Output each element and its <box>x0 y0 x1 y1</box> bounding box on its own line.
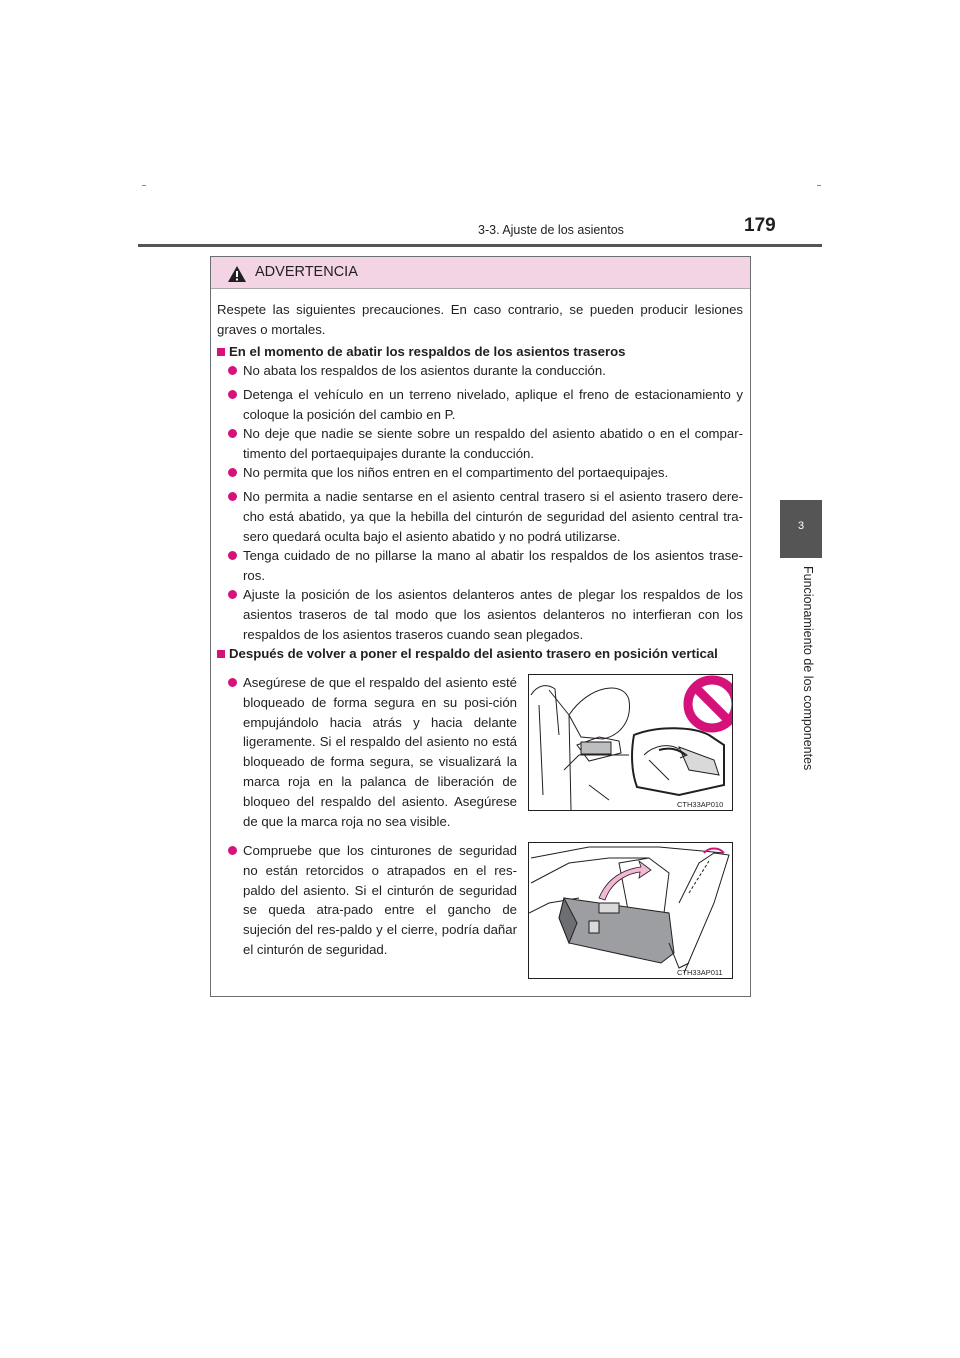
chapter-number: 3 <box>797 520 805 532</box>
section2-heading: Después de volver a poner el respaldo del asiento trasero en posición vertical <box>229 646 718 661</box>
bullet-icon <box>228 590 237 599</box>
bullet-icon <box>228 390 237 399</box>
section-square-icon <box>217 650 225 658</box>
list-item: Detenga el vehículo en un terreno nivelado, aplique el freno de estacionamiento y coloque la posición del cambio en P. <box>243 387 743 422</box>
warning-triangle-icon <box>227 265 247 283</box>
list-item: Compruebe que los cinturones de seguridad no están retorcidos o atrapados en el res-paldo del asiento. Si el cinturón de seguridad se queda atra-pado entre el gancho de sujeción del res-paldo y el cierre, podría dañar el cinturón de seguridad. <box>243 843 517 957</box>
section-title: 3-3. Ajuste de los asientos <box>478 223 624 237</box>
bullet-icon <box>228 846 237 855</box>
list-item: No permita que los niños entren en el compartimento del portaequipajes. <box>243 465 669 480</box>
header-rule <box>138 244 822 247</box>
list-item: Ajuste la posición de los asientos delanteros antes de plegar los respaldos de los asientos traseros de tal modo que los asientos delanteros no interfieran con los respaldos de los asientos traseros cuando sean plegados. <box>243 587 743 642</box>
figure-seatback-lock <box>528 674 733 811</box>
bullet-icon <box>228 468 237 477</box>
list-item: Tenga cuidado de no pillarse la mano al abatir los respaldos de los asientos trase-ros. <box>243 548 743 583</box>
warning-header <box>211 257 750 289</box>
bullet-icon <box>228 551 237 560</box>
chapter-label: Funcionamiento de los componentes <box>801 566 815 771</box>
seatbelt-check-illustration <box>529 843 732 978</box>
section-square-icon <box>217 348 225 356</box>
section1-heading: En el momento de abatir los respaldos de los asientos traseros <box>229 344 626 359</box>
list-item: No deje que nadie se siente sobre un respaldo del asiento abatido o en el compar-timento del portaequipajes durante la conducción. <box>243 426 743 461</box>
figure-seatbelt-check <box>528 842 733 979</box>
chapter-tab <box>780 500 822 558</box>
bullet-icon <box>228 366 237 375</box>
crop-mark-right <box>817 185 821 186</box>
list-item: No abata los respaldos de los asientos durante la conducción. <box>243 363 606 378</box>
warning-intro: Respete las siguientes precauciones. En caso contrario, se pueden producir lesiones graves o mortales. <box>217 302 743 337</box>
warning-title: ADVERTENCIA <box>255 264 358 280</box>
list-item: No permita a nadie sentarse en el asiento central trasero si el asiento trasero dere-cho está abatido, ya que la hebilla del cinturón de seguridad del asiento central tra-sero quedará oculta bajo el asiento abatido y no podrá utilizarse. <box>243 489 743 544</box>
figure-code: CTH33AP011 <box>677 968 723 977</box>
crop-mark-left <box>142 185 146 186</box>
bullet-icon <box>228 492 237 501</box>
warning-box <box>210 256 751 997</box>
seatback-lock-illustration <box>529 675 732 810</box>
page-number: 179 <box>744 215 776 236</box>
bullet-icon <box>228 429 237 438</box>
bullet-icon <box>228 678 237 687</box>
figure-code: CTH33AP010 <box>677 800 724 809</box>
list-item: Asegúrese de que el respaldo del asiento esté bloqueado de forma segura en su posi-ción empujándolo hacia atrás y hacia delante ligeramente. Si el respaldo del asiento no está bloqueado de forma segura, se visualizará la marca roja en la palanca de liberación de bloqueo del respaldo del asiento. Asegúrese de que la marca roja no sea visible. <box>243 675 517 829</box>
